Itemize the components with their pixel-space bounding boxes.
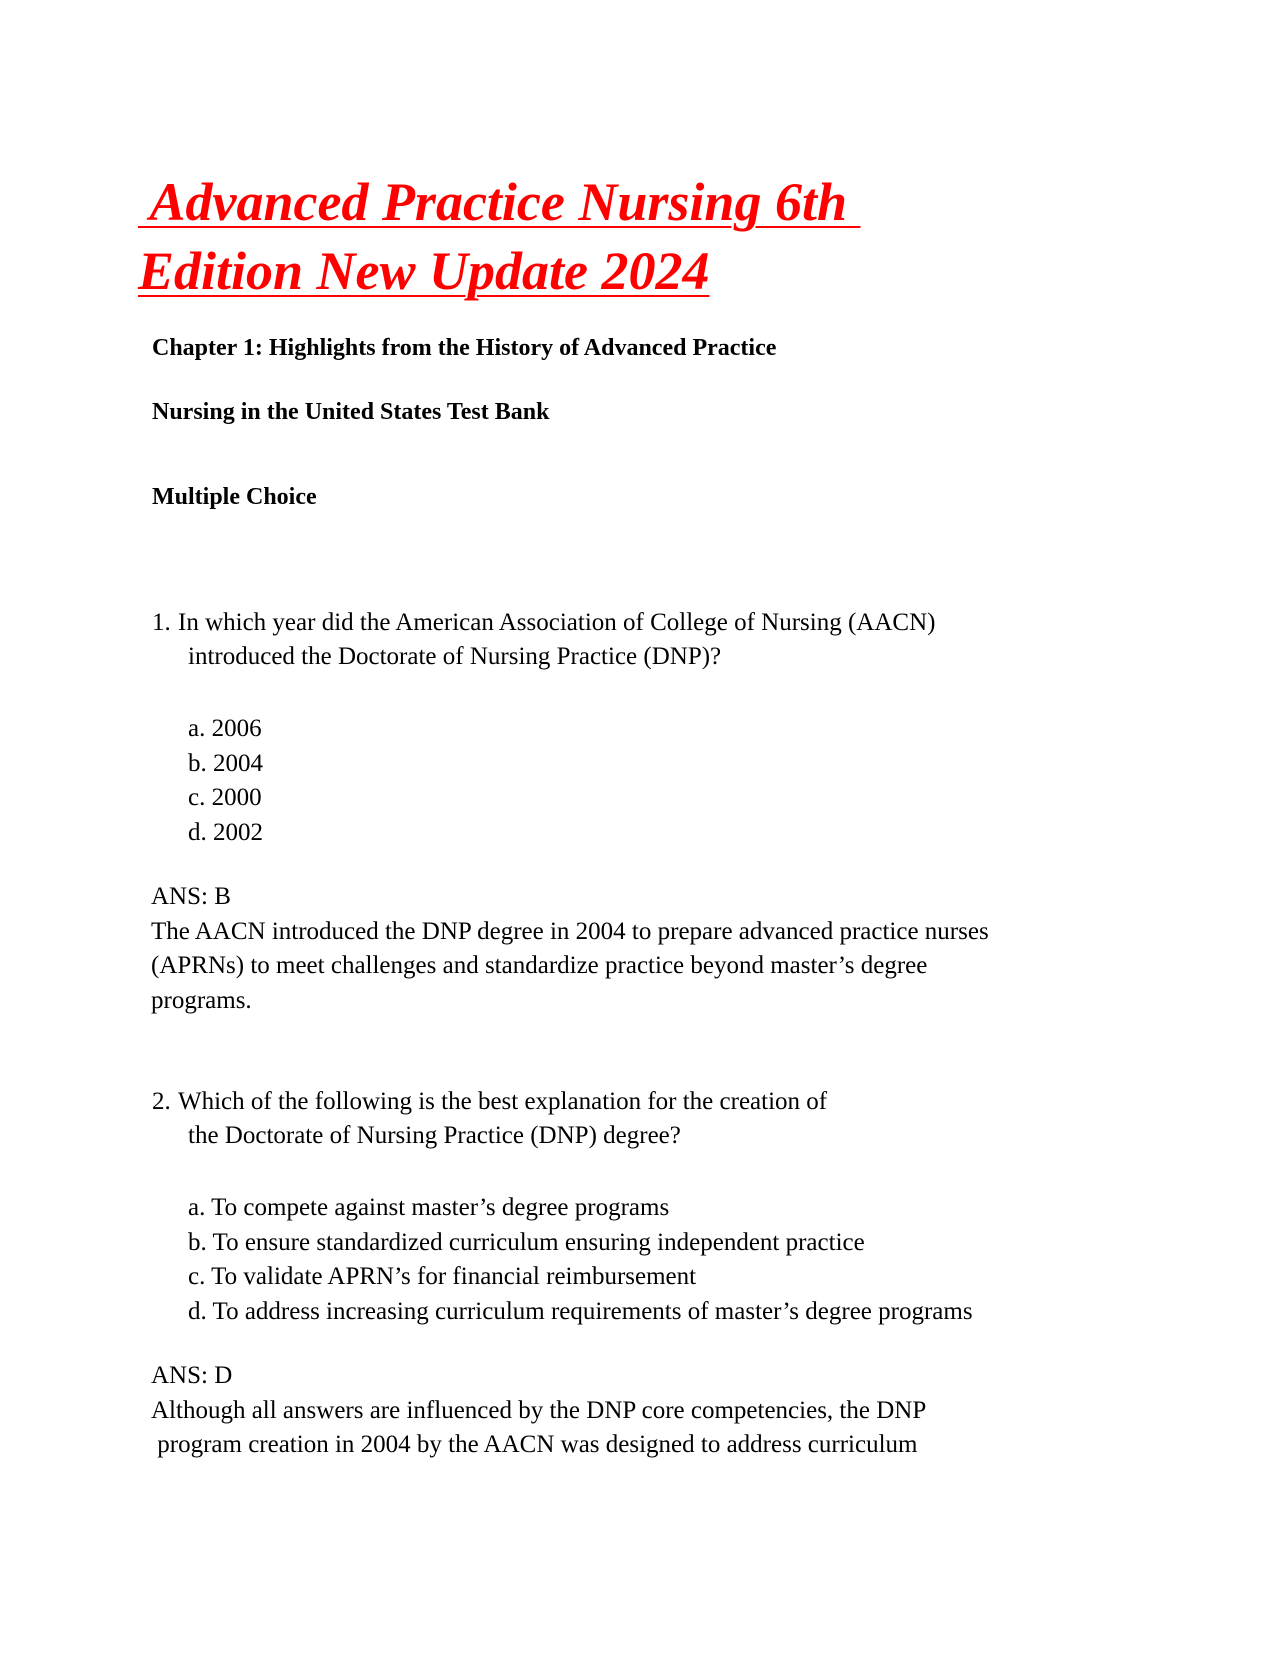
question-2-line-2: the Doctorate of Nursing Practice (DNP) degree?	[188, 1122, 681, 1149]
title-line-2: Edition New Update 2024	[138, 241, 710, 301]
question-number: 1.	[152, 609, 171, 636]
question-1-line-1	[152, 606, 935, 640]
rationale-line: Although all answers are influenced by the DNP core competencies, the DNP	[151, 1396, 927, 1424]
rationale-line: programs.	[151, 986, 252, 1014]
option-d: d. To address increasing curriculum requirements of master’s degree programs	[188, 1297, 973, 1325]
question-1-options	[188, 712, 263, 850]
option-c: c. 2000	[188, 784, 262, 811]
rationale-line: (APRNs) to meet challenges and standardize practice beyond master’s degree	[151, 952, 928, 979]
question-1-stem	[152, 606, 935, 674]
question-2-line-1	[152, 1085, 827, 1119]
question-1-line-2: introduced the Doctorate of Nursing Practice (DNP)?	[188, 643, 722, 670]
question-2-stem	[152, 1085, 827, 1153]
option-a: a. To compete against master’s degree programs	[188, 1194, 670, 1221]
chapter-heading-line-2: Nursing in the United States Test Bank	[152, 399, 550, 425]
question-1-answer-block	[151, 880, 989, 1018]
option-b: b. To ensure standardized curriculum ensuring independent practice	[188, 1228, 865, 1256]
option-d: d. 2002	[188, 818, 263, 846]
question-text: In which year did the American Association of College of Nursing (AACN)	[178, 609, 936, 636]
option-b: b. 2004	[188, 749, 263, 777]
answer-key: ANS: B	[151, 883, 231, 910]
question-2-options	[188, 1191, 973, 1329]
chapter-heading-line-1: Chapter 1: Highlights from the History of Advanced Practice	[152, 335, 777, 361]
section-heading: Multiple Choice	[152, 484, 317, 510]
answer-key: ANS: D	[151, 1362, 233, 1389]
rationale-line: program creation in 2004 by the AACN was designed to address curriculum	[151, 1431, 918, 1458]
option-a: a. 2006	[188, 715, 262, 742]
rationale-line: The AACN introduced the DNP degree in 2004 to prepare advanced practice nurses	[151, 917, 989, 945]
title-line-1: Advanced Practice Nursing 6th	[138, 172, 861, 232]
document-title	[138, 168, 1138, 306]
question-2-answer-block	[151, 1359, 926, 1463]
question-text: Which of the following is the best explanation for the creation of	[178, 1088, 828, 1115]
question-number: 2.	[152, 1088, 171, 1115]
option-c: c. To validate APRN’s for financial reimbursement	[188, 1263, 697, 1290]
